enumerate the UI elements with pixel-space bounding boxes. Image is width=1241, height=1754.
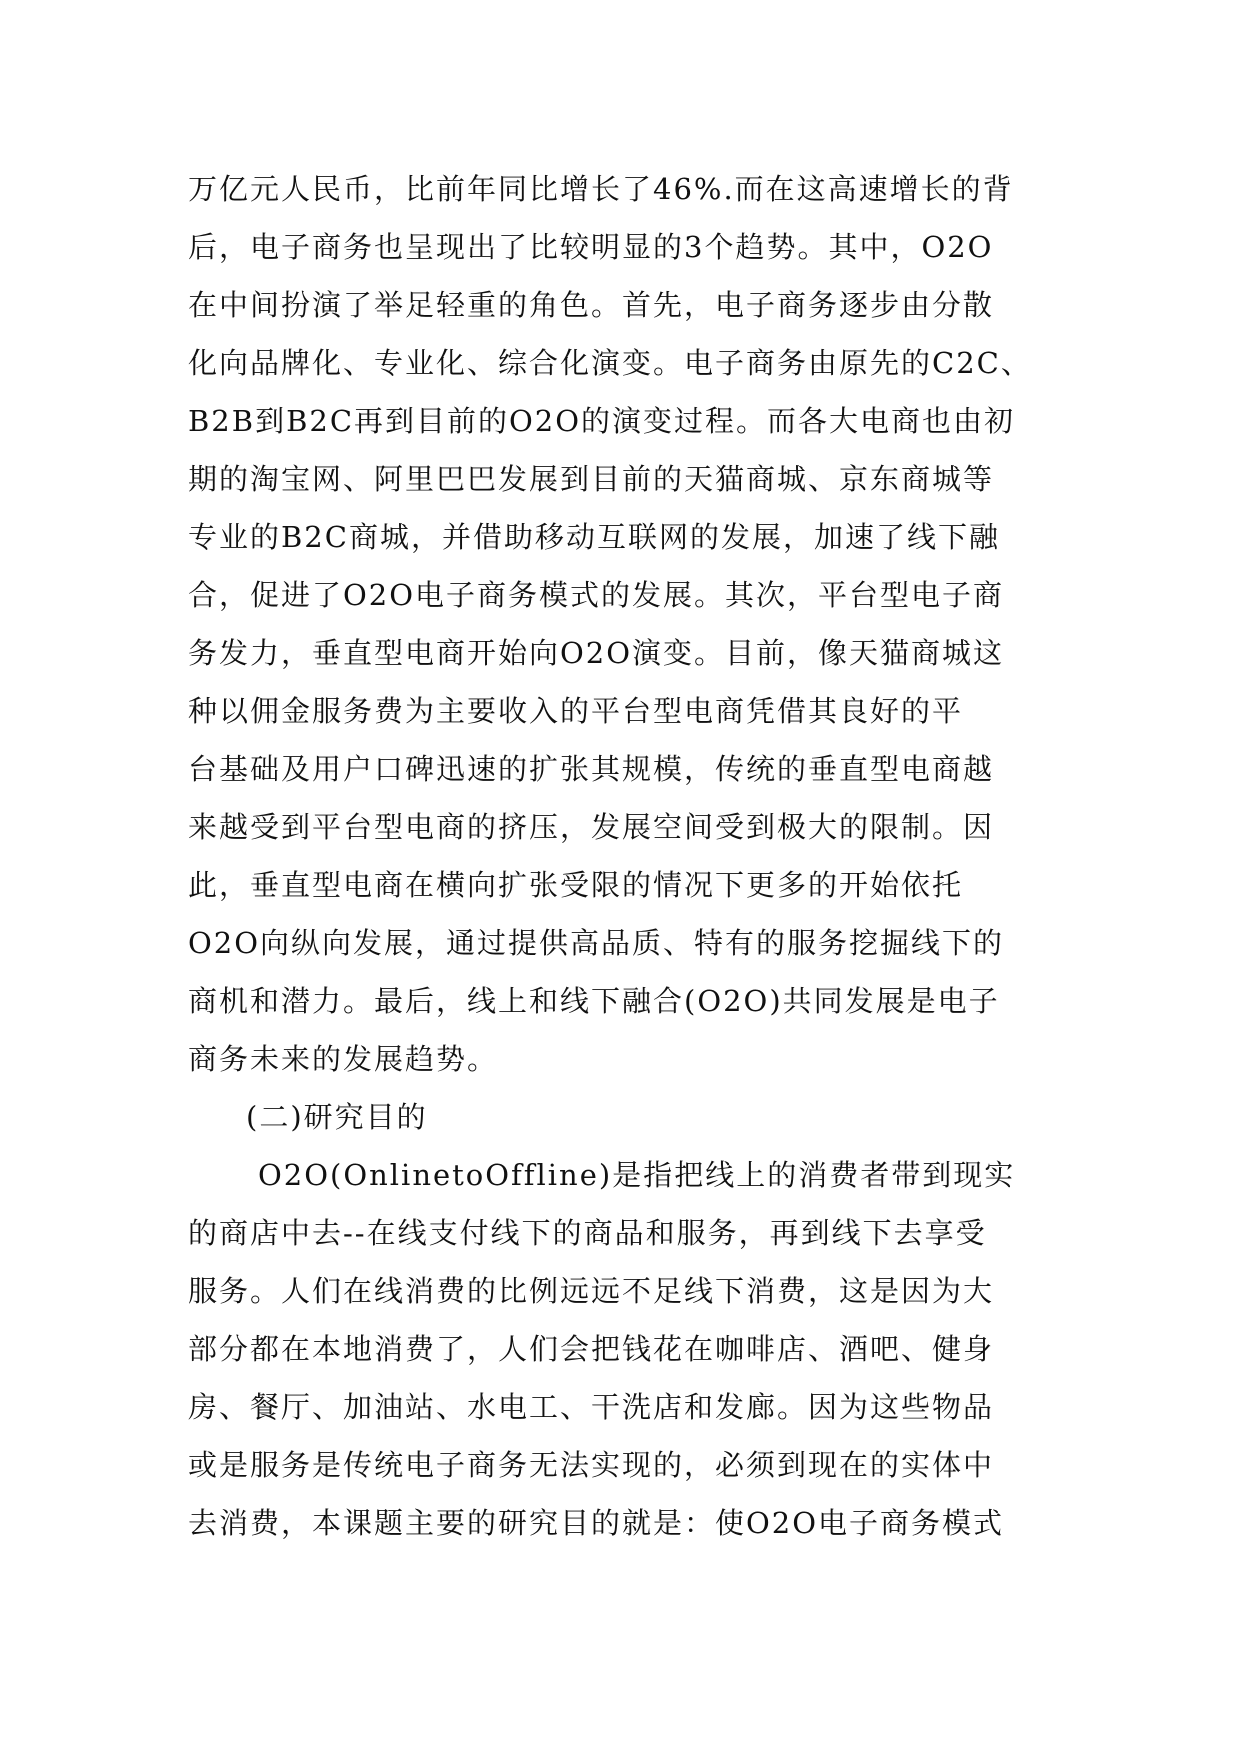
text-line: 在中间扮演了举足轻重的角色。首先，电子商务逐步由分散 — [188, 288, 995, 322]
text-line: 万亿元人民币，比前年同比增长了46%.而在这高速增长的背 — [188, 172, 1014, 206]
section-heading: (二)研究目的 — [246, 1100, 428, 1134]
text-line: 来越受到平台型电商的挤压，发展空间受到极大的限制。因 — [188, 810, 995, 844]
text-line: 后，电子商务也呈现出了比较明显的3个趋势。其中，O2O — [188, 230, 994, 264]
text-line: 部分都在本地消费了，人们会把钱花在咖啡店、酒吧、健身 — [188, 1332, 995, 1366]
text-line: 专业的B2C商城，并借助移动互联网的发展，加速了线下融 — [188, 520, 1000, 554]
text-line: 或是服务是传统电子商务无法实现的，必须到现在的实体中 — [188, 1448, 995, 1482]
text-line: 务发力，垂直型电商开始向O2O演变。目前，像天猫商城这 — [188, 636, 1005, 670]
text-line: B2B到B2C再到目前的O2O的演变过程。而各大电商也由初 — [188, 404, 1016, 438]
text-line: 服务。人们在线消费的比例远远不足线下消费，这是因为大 — [188, 1274, 995, 1308]
text-line: 去消费，本课题主要的研究目的就是：使O2O电子商务模式 — [188, 1506, 1005, 1540]
text-line: 房、餐厅、加油站、水电工、干洗店和发廊。因为这些物品 — [188, 1390, 995, 1424]
text-line: 商机和潜力。最后，线上和线下融合(O2O)共同发展是电子 — [188, 984, 1000, 1018]
text-line: 商务未来的发展趋势。 — [188, 1042, 499, 1076]
text-line: 的商店中去--在线支付线下的商品和服务，再到线下去享受 — [188, 1216, 987, 1250]
text-line: 化向品牌化、专业化、综合化演变。电子商务由原先的C2C、 — [188, 346, 1032, 380]
text-line: 此，垂直型电商在横向扩张受限的情况下更多的开始依托 — [188, 868, 964, 902]
text-line: 合，促进了O2O电子商务模式的发展。其次，平台型电子商 — [188, 578, 1005, 612]
text-line: O2O(OnlinetoOffline)是指把线上的消费者带到现实 — [258, 1158, 1016, 1192]
text-line: 期的淘宝网、阿里巴巴发展到目前的天猫商城、京东商城等 — [188, 462, 995, 496]
text-line: 台基础及用户口碑迅速的扩张其规模，传统的垂直型电商越 — [188, 752, 995, 786]
text-line: 种以佣金服务费为主要收入的平台型电商凭借其良好的平 — [188, 694, 964, 728]
body-text — [188, 160, 1068, 1552]
text-line: O2O向纵向发展，通过提供高品质、特有的服务挖掘线下的 — [188, 926, 1005, 960]
